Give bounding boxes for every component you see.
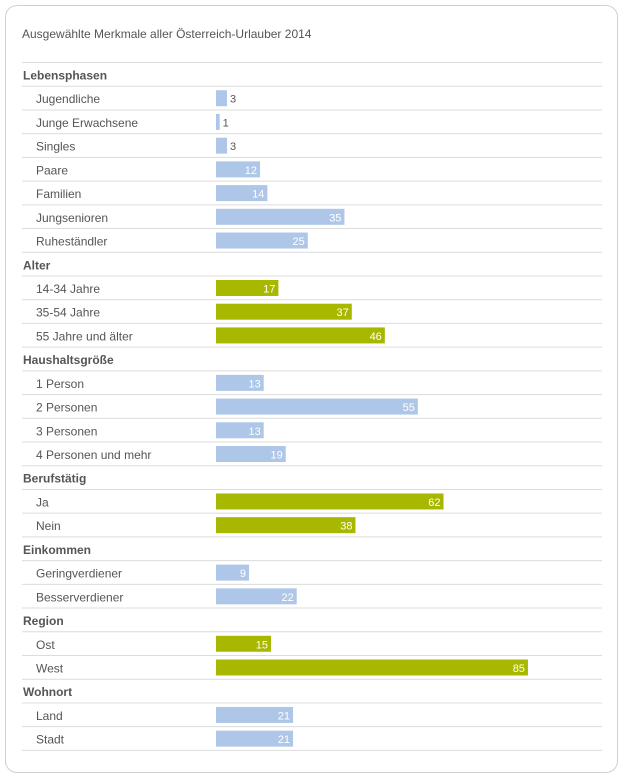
category-label: 55 Jahre und älter: [36, 329, 133, 344]
bar: [216, 114, 220, 130]
data-label: 1: [222, 117, 229, 130]
bar: [216, 304, 352, 320]
category-label: Paare: [36, 163, 69, 178]
category-label: Familien: [36, 187, 82, 202]
category-label: 1 Person: [36, 376, 85, 391]
group-label: Einkommen: [23, 542, 92, 557]
bar: [216, 90, 227, 106]
category-label: Ruheständler: [36, 234, 108, 249]
data-label: 14: [252, 188, 265, 201]
group-label: Wohnort: [23, 685, 73, 700]
data-label: 25: [292, 236, 305, 249]
category-label: Geringverdiener: [36, 566, 123, 581]
bar: [216, 209, 344, 225]
data-label: 46: [369, 330, 382, 343]
data-label: 38: [340, 520, 353, 533]
data-label: 21: [277, 734, 291, 747]
category-label: Stadt: [36, 732, 65, 747]
bar: [216, 399, 418, 415]
group-label: Lebensphasen: [23, 68, 108, 83]
data-label: 3: [230, 93, 237, 106]
data-label: 15: [255, 639, 269, 652]
group-label: Haushaltsgröße: [23, 353, 114, 368]
chart-title: Ausgewählte Merkmale aller Österreich-Urlauber 2014: [22, 27, 312, 41]
category-label: Singles: [36, 139, 76, 154]
data-label: 35: [329, 212, 342, 225]
data-label: 12: [244, 164, 258, 177]
data-label: 55: [402, 402, 415, 415]
bar: [216, 660, 528, 676]
bar: [216, 517, 355, 533]
data-label: 19: [270, 449, 283, 462]
category-label: Jugendliche: [36, 92, 101, 107]
data-label: 62: [428, 496, 441, 509]
category-label: Land: [36, 708, 63, 723]
bar: [216, 327, 385, 343]
data-label: 85: [512, 663, 525, 675]
category-label: Ja: [36, 495, 49, 510]
data-label: 9: [239, 568, 247, 581]
group-label: Region: [23, 614, 64, 629]
category-label: 4 Personen und mehr: [36, 448, 152, 463]
category-label: 35-54 Jahre: [36, 305, 101, 320]
category-label: Junge Erwachsene: [36, 115, 139, 130]
category-label: Besserverdiener: [36, 590, 124, 605]
bar: [216, 493, 444, 509]
data-label: 21: [277, 710, 291, 723]
group-label: Alter: [23, 258, 51, 273]
data-label: 3: [230, 141, 237, 154]
data-label: 22: [281, 591, 294, 604]
category-label: Ost: [36, 637, 55, 652]
category-label: Nein: [36, 519, 61, 534]
category-label: Jungsenioren: [36, 210, 109, 225]
group-label: Berufstätig: [23, 471, 87, 486]
bar: [216, 138, 227, 154]
category-label: 3 Personen: [36, 424, 98, 439]
data-label: 13: [248, 425, 261, 438]
category-label: 14-34 Jahre: [36, 281, 101, 296]
category-label: 2 Personen: [36, 400, 98, 415]
data-label: 13: [248, 378, 261, 391]
data-label: 37: [336, 307, 349, 320]
category-label: West: [36, 661, 64, 676]
data-label: 17: [263, 283, 276, 296]
